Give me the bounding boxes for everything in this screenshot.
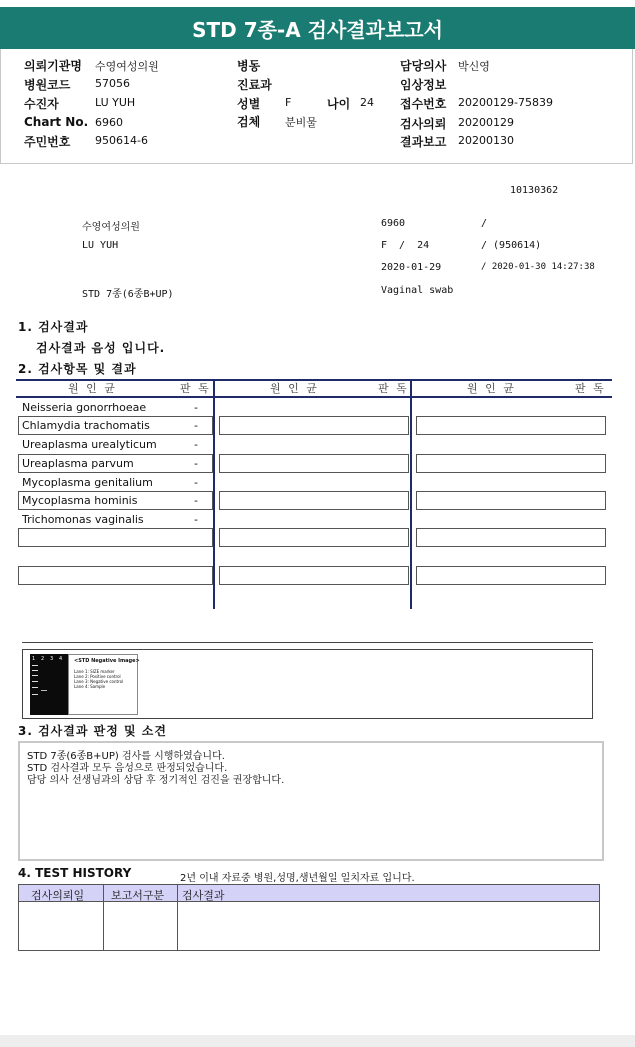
table-row-box <box>219 491 409 510</box>
sex-value: F <box>285 96 292 109</box>
history-col-sep <box>599 884 600 951</box>
hospital-name-value: 수영여성의원 <box>95 60 159 73</box>
gel-legend-line: Lane 2: Positive control <box>74 674 121 679</box>
gel-lane-number: 3 <box>50 656 54 662</box>
opinion-line: 담당 의사 선생님과의 상담 후 정기적인 검진을 권장합니다. <box>27 775 285 786</box>
info-date-request: 2020-01-29 <box>381 262 442 273</box>
info-sex-age: F / 24 <box>381 240 430 251</box>
organism-result: - <box>194 438 198 451</box>
gel-lane-number: 1 <box>32 656 36 662</box>
history-col-report-type: 보고서구분 <box>111 889 165 902</box>
history-col-result: 검사결과 <box>182 889 225 902</box>
organism-result: - <box>194 494 198 507</box>
request-date-label: 검사의뢰 <box>400 117 447 131</box>
report-title-bar <box>0 7 635 49</box>
opinion-line: STD 7종(6종B+UP) 검사를 시행하였습니다. <box>27 751 225 762</box>
table-row-box <box>219 454 409 473</box>
table-row-box <box>416 416 606 435</box>
page-bottom-strip <box>0 1035 635 1047</box>
receipt-no-label: 접수번호 <box>400 97 447 111</box>
resident-no-value: 950614-6 <box>95 134 148 147</box>
organism-name: Ureaplasma urealyticum <box>22 438 157 451</box>
history-col-sep <box>18 884 19 951</box>
table-row-box <box>416 454 606 473</box>
patient-value: LU YUH <box>95 96 136 109</box>
organism-result: - <box>194 419 198 432</box>
table-row-box <box>219 528 409 547</box>
organism-result: - <box>194 401 198 414</box>
history-col-sep <box>177 884 178 951</box>
col-head-result-1: 판 독 <box>180 382 211 395</box>
history-col-sep <box>103 884 104 951</box>
resident-no-label: 주민번호 <box>24 135 71 149</box>
request-date-value: 20200129 <box>458 116 514 129</box>
col-head-organism-2: 원 인 균 <box>270 382 319 395</box>
hospital-name-label: 의뢰기관명 <box>24 59 82 73</box>
gel-lane-number: 2 <box>41 656 45 662</box>
col-head-result-2: 판 독 <box>378 382 409 395</box>
age-label: 나이 <box>327 97 351 111</box>
organism-result: - <box>194 513 198 526</box>
history-table-header <box>18 884 600 902</box>
specimen-label: 검체 <box>237 115 261 129</box>
col-head-organism-3: 원 인 균 <box>467 382 516 395</box>
info-specimen: Vaginal swab <box>381 285 454 296</box>
opinion-line: STD 검사결과 모두 음성으로 판정되었습니다. <box>27 763 228 774</box>
gel-legend-line: Lane 4: Sample <box>74 684 106 689</box>
organism-name: Mycoplasma genitalium <box>22 476 153 489</box>
table-row-box <box>18 528 213 547</box>
section2-title: 2. 검사항목 및 결과 <box>18 362 137 376</box>
table-row-box <box>416 491 606 510</box>
info-date-report: / 2020-01-30 14:27:38 <box>481 262 595 272</box>
section4-title: 4. TEST HISTORY <box>18 866 132 880</box>
info-patient: LU YUH <box>82 240 119 251</box>
info-birth: / (950614) <box>481 240 542 251</box>
info-test-name: STD 7종(6종B+UP) <box>82 289 174 300</box>
ward-label: 병동 <box>237 59 261 73</box>
table-row-box <box>219 566 409 585</box>
section1-title: 1. 검사결과 <box>18 320 89 334</box>
section3-title: 3. 검사결과 판정 및 소견 <box>18 724 167 738</box>
department-label: 진료과 <box>237 78 272 92</box>
table-row-box <box>416 528 606 547</box>
table-row-box <box>219 416 409 435</box>
organism-name: Chlamydia trachomatis <box>22 419 150 432</box>
col-head-organism-1: 원 인 균 <box>68 382 117 395</box>
doctor-label: 담당의사 <box>400 59 447 73</box>
table-row-box <box>416 566 606 585</box>
info-slash: / <box>481 218 488 229</box>
gel-legend-line: Lane 3: Negative control <box>74 679 124 684</box>
table-col-divider-2 <box>410 381 412 609</box>
history-table-body <box>18 902 600 951</box>
chart-no-label: Chart No. <box>24 115 89 129</box>
hospital-code-value: 57056 <box>95 77 130 90</box>
report-number: 10130362 <box>510 185 559 196</box>
organism-result: - <box>194 457 198 470</box>
specimen-value: 분비물 <box>285 116 317 129</box>
gel-lane-number: 4 <box>59 656 63 662</box>
report-date-value: 20200130 <box>458 134 514 147</box>
gel-legend-title: <STD Negative Image> <box>74 658 140 664</box>
report-title: STD 7종-A 검사결과보고서 <box>192 17 443 42</box>
history-col-request-date: 검사의뢰일 <box>31 889 85 902</box>
clinical-info-label: 임상정보 <box>400 78 447 92</box>
receipt-no-value: 20200129-75839 <box>458 96 553 109</box>
organism-name: Trichomonas vaginalis <box>22 513 144 526</box>
organism-name: Mycoplasma hominis <box>22 494 138 507</box>
gel-legend <box>68 654 138 715</box>
section4-note: 2년 이내 자료중 병원,성명,생년월일 일치자료 입니다. <box>180 873 415 884</box>
gel-legend-line: Lane 1: SIZE marker <box>74 669 115 674</box>
gel-electrophoresis-image <box>30 654 68 715</box>
section1-text: 검사결과 음성 입니다. <box>36 341 166 355</box>
organism-name: Ureaplasma parvum <box>22 457 134 470</box>
info-hospital: 수영여성의원 <box>82 222 140 233</box>
report-date-label: 결과보고 <box>400 135 447 149</box>
doctor-value: 박신영 <box>458 60 490 73</box>
hospital-code-label: 병원코드 <box>24 78 71 92</box>
sex-label: 성별 <box>237 97 261 111</box>
organism-result: - <box>194 476 198 489</box>
table-row-box <box>18 566 213 585</box>
table-head-rule <box>16 396 612 398</box>
col-head-result-3: 판 독 <box>575 382 606 395</box>
gel-divider <box>22 642 593 643</box>
table-col-divider-1 <box>213 381 215 609</box>
info-chart: 6960 <box>381 218 406 229</box>
patient-label: 수진자 <box>24 97 59 111</box>
chart-no-value: 6960 <box>95 116 123 129</box>
organism-name: Neisseria gonorrhoeae <box>22 401 147 414</box>
age-value: 24 <box>360 96 374 109</box>
